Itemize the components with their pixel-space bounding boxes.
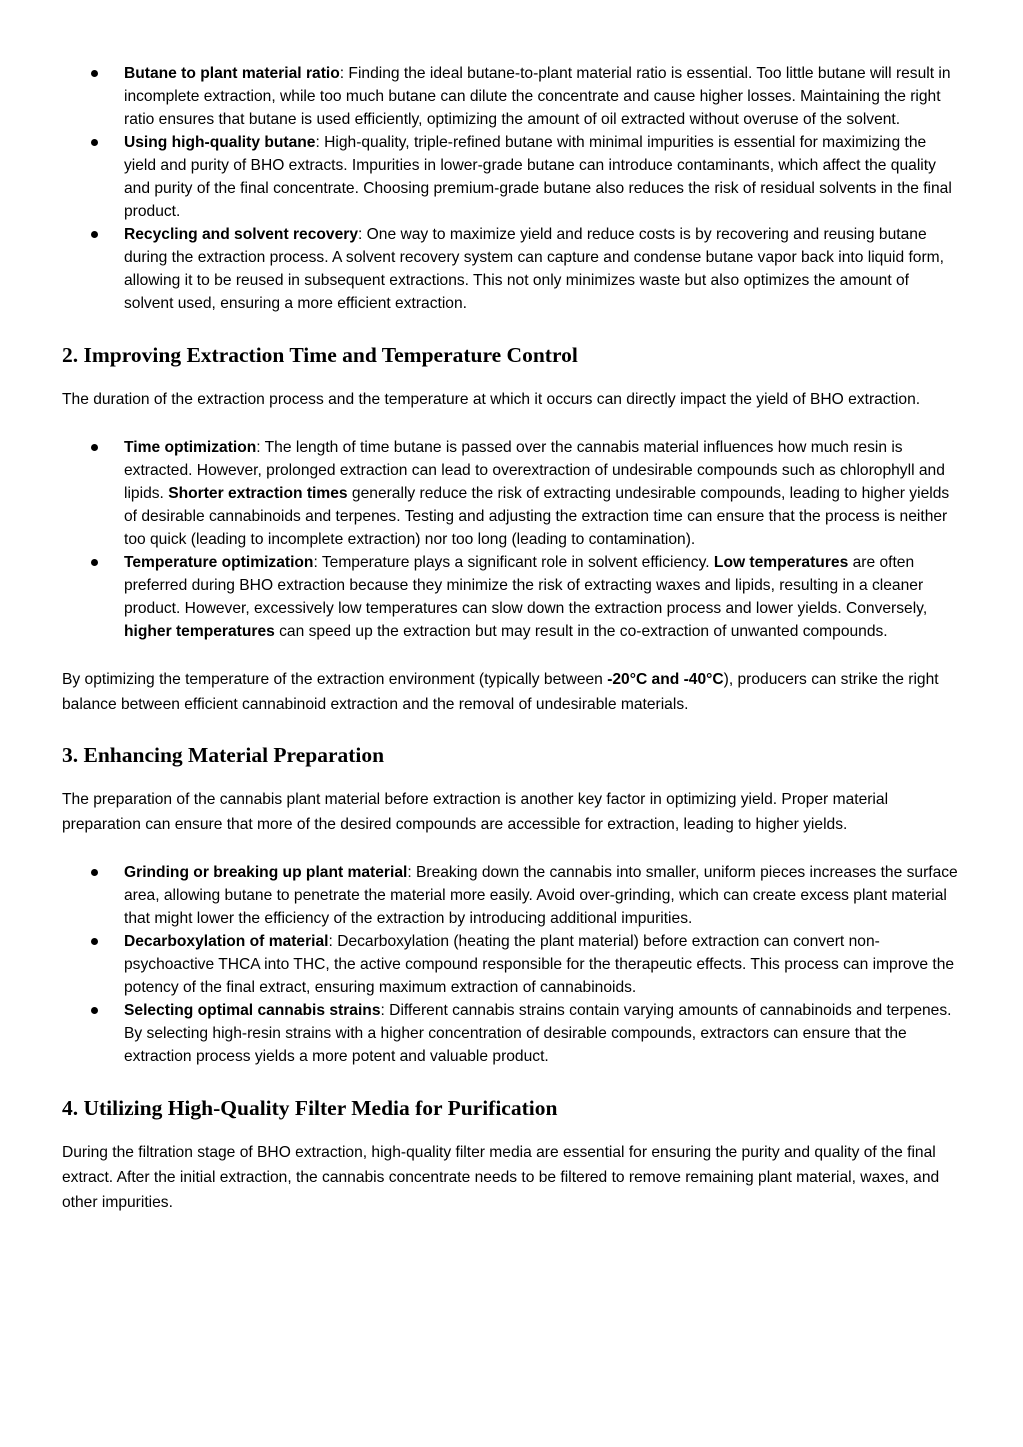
temperature-range: -20°C and -40°C [607,671,724,688]
bullet-icon [91,1007,98,1014]
item-emphasis: higher temperatures [124,623,275,640]
bullet-icon [91,70,98,77]
bullet-icon [91,139,98,146]
list-item [62,223,962,315]
item-title: Grinding or breaking up plant material [124,864,408,881]
item-text: : Breaking down the cannabis into smaller, uniform pieces increases the surface area, allowing butane to penetrate the material more easily. Avoid over-grinding, which can create excess plant material that might lower the efficiency of the extraction by introducing additional impurities. [124,864,958,927]
bullet-icon [91,938,98,945]
list-item [62,436,962,551]
item-title: Selecting optimal cannabis strains [124,1002,381,1019]
section-closing-paragraph [62,667,962,717]
list-item [62,62,962,131]
bullet-list-butane [62,62,962,315]
item-text: : The length of time butane is passed over the cannabis material influences how much resin is extracted. However, prolonged extraction can lead to overextraction of undesirable compounds such as chlorophyll and lipids. [124,439,945,502]
paragraph-text: By optimizing the temperature of the extraction environment (typically between [62,671,608,688]
item-emphasis: Low temperatures [713,554,849,571]
item-title: Recycling and solvent recovery [124,226,359,243]
section-intro-paragraph: The preparation of the cannabis plant material before extraction is another key factor in optimizing yield. Proper material preparation can ensure that more of the desired compounds are accessible for extraction, leading to higher yields. [62,791,889,833]
document-page [62,62,962,1215]
item-text: generally reduce the risk of extracting undesirable compounds, leading to higher yields of desirable cannabinoids and terpenes. Testing and adjusting the extraction time can ensure that the process is neither too quick (leading to incomplete extraction) nor too long (leading to contamination). [124,485,950,548]
item-title: Decarboxylation of material [124,933,329,950]
item-text: can speed up the extraction but may result in the co-extraction of unwanted compounds. [274,623,888,640]
item-text: : One way to maximize yield and reduce costs is by recovering and reusing butane during the extraction process. A solvent recovery system can capture and condense butane vapor back into liquid form, allowing it to be reused in subsequent extractions. This not only minimizes waste but also optimizes the amount of solvent used, ensuring a more efficient extraction. [124,226,944,312]
list-item [62,861,962,930]
item-title: Temperature optimization [124,554,314,571]
bullet-icon [91,444,98,451]
section-heading-extraction-time: 2. Improving Extraction Time and Temperature Control [62,343,578,367]
item-text: are often preferred during BHO extraction because they minimize the risk of extracting waxes and lipids, resulting in a cleaner product. However, excessively low temperatures can slow down the extraction process and lower yields. Conversely, [124,554,928,617]
item-title: Using high-quality butane [124,134,316,151]
bullet-list-material-preparation [62,861,962,1068]
bullet-list-time-temperature [62,436,962,643]
list-item [62,131,962,223]
paragraph-text: ), producers can strike the right balance between efficient cannabinoid extraction and the removal of undesirable materials. [62,671,939,713]
item-text: : High-quality, triple-refined butane with minimal impurities is essential for maximizing the yield and purity of BHO extracts. Impurities in lower-grade butane can introduce contaminants, which affect the quality and purity of the final concentrate. Choosing premium-grade butane also reduces the risk of residual solvents in the final product. [124,134,952,220]
item-title: Butane to plant material ratio [124,65,340,82]
bullet-icon [91,231,98,238]
section-intro-paragraph: The duration of the extraction process and the temperature at which it occurs can directly impact the yield of BHO extraction. [62,391,921,408]
item-text: : Decarboxylation (heating the plant material) before extraction can convert non-psychoactive THCA into THC, the active compound responsible for the therapeutic effects. This process can improve the potency of the final extract, ensuring maximum extraction of cannabinoids. [124,933,955,996]
item-text: : Finding the ideal butane-to-plant material ratio is essential. Too little butane will result in incomplete extraction, while too much butane can dilute the concentrate and cause higher losses. Maintaining the right ratio ensures that butane is used efficiently, optimizing the amount of oil extracted without overuse of the solvent. [124,65,951,128]
bullet-icon [91,559,98,566]
item-title: Time optimization [124,439,257,456]
bullet-icon [91,869,98,876]
list-item [62,999,962,1068]
section-heading-filter-media: 4. Utilizing High-Quality Filter Media for Purification [62,1096,558,1120]
item-text: : Different cannabis strains contain varying amounts of cannabinoids and terpenes. By selecting high-resin strains with a higher concentration of desirable compounds, extractors can ensure that the extraction process yields a more potent and valuable product. [124,1002,952,1065]
list-item [62,551,962,643]
list-item [62,930,962,999]
section-intro-paragraph: During the filtration stage of BHO extraction, high-quality filter media are essential for ensuring the purity and quality of the final extract. After the initial extraction, the cannabis concentrate needs to be filtered to remove remaining plant material, waxes, and other impurities. [62,1144,940,1211]
section-heading-material-preparation: 3. Enhancing Material Preparation [62,743,385,767]
item-text: : Temperature plays a significant role in solvent efficiency. [313,554,714,571]
item-emphasis: Shorter extraction times [168,485,348,502]
